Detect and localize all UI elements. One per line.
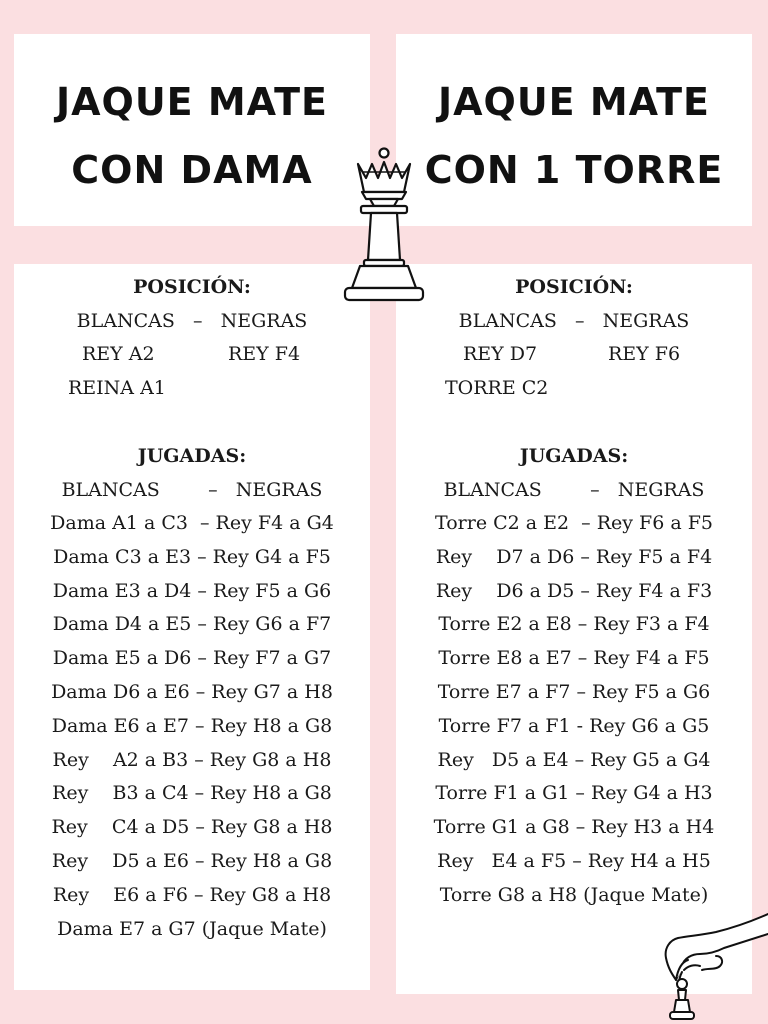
move-row: Dama D4 a E5 – Rey G6 a F7 [52,613,332,636]
white-king-position: REY A2 [82,343,155,365]
move-row: Torre E2 a E8 – Rey F3 a F4 [438,613,710,636]
move-row: Rey D6 a D5 – Rey F4 a F3 [435,579,713,602]
move-row: Torre C2 a E2 – Rey F6 a F5 [435,512,713,534]
move-row: Rey D5 a E4 – Rey G5 a G4 [437,748,711,771]
white-piece-position: REINA A1 [68,377,166,399]
position-heading: POSICIÓN: [133,276,251,298]
hand-moving-pawn-icon [658,908,768,1024]
title-panel-left [14,34,370,226]
move-row: Dama E7 a G7 (Jaque Mate) [57,917,327,940]
moves-list-left [14,507,370,946]
move-row: Torre F7 a F1 - Rey G6 a G5 [438,714,710,737]
title-left-line2: CON DAMA [71,148,313,192]
moves-heading: JUGADAS: [137,445,247,467]
move-row: Dama E5 a D6 – Rey F7 a G7 [52,647,332,670]
move-row: Torre G1 a G8 – Rey H3 a H4 [433,816,715,839]
move-row: Rey A2 a B3 – Rey G8 a H8 [52,748,332,771]
black-king-position: REY F6 [608,343,681,365]
move-row: Torre G8 a H8 (Jaque Mate) [439,883,709,906]
moves-sides-header: BLANCAS – NEGRAS [443,479,705,501]
move-row: Rey E6 a F6 – Rey G8 a H8 [52,883,332,906]
move-row: Dama E6 a E7 – Rey H8 a G8 [51,714,333,737]
move-row: Dama D6 a E6 – Rey G7 a H8 [51,680,333,703]
chess-queen-icon [342,146,426,306]
content-panel-left [14,264,370,990]
title-right-line1: JAQUE MATE [437,80,711,124]
move-row: Rey C4 a D5 – Rey G8 a H8 [51,816,333,839]
white-king-position: REY D7 [463,343,538,365]
moves-list-right [396,507,752,913]
black-king-position: REY F4 [228,343,301,365]
move-row: Torre E8 a E7 – Rey F4 a F5 [438,647,710,670]
move-row: Torre E7 a F7 – Rey F5 a G6 [437,680,711,703]
title-right-line2: CON 1 TORRE [424,148,724,192]
title-panel-right [396,34,752,226]
white-piece-position: TORRE C2 [445,377,549,399]
position-heading: POSICIÓN: [515,276,633,298]
move-row: Dama E3 a D4 – Rey F5 a G6 [52,579,332,602]
move-row: Rey D5 a E6 – Rey H8 a G8 [51,849,333,872]
move-row: Dama A1 a C3 – Rey F4 a G4 [50,512,334,534]
title-left-line1: JAQUE MATE [55,80,329,124]
moves-heading: JUGADAS: [519,445,629,467]
move-row: Torre F1 a G1 – Rey G4 a H3 [435,782,713,805]
content-panel-right [396,264,752,994]
position-sides-header: BLANCAS – NEGRAS [458,310,690,332]
position-sides-header: BLANCAS – NEGRAS [76,310,308,332]
move-row: Rey D7 a D6 – Rey F5 a F4 [435,545,713,568]
move-row: Dama C3 a E3 – Rey G4 a F5 [53,545,331,568]
move-row: Rey E4 a F5 – Rey H4 a H5 [437,849,711,872]
moves-sides-header: BLANCAS – NEGRAS [61,479,323,501]
move-row: Rey B3 a C4 – Rey H8 a G8 [52,782,332,805]
